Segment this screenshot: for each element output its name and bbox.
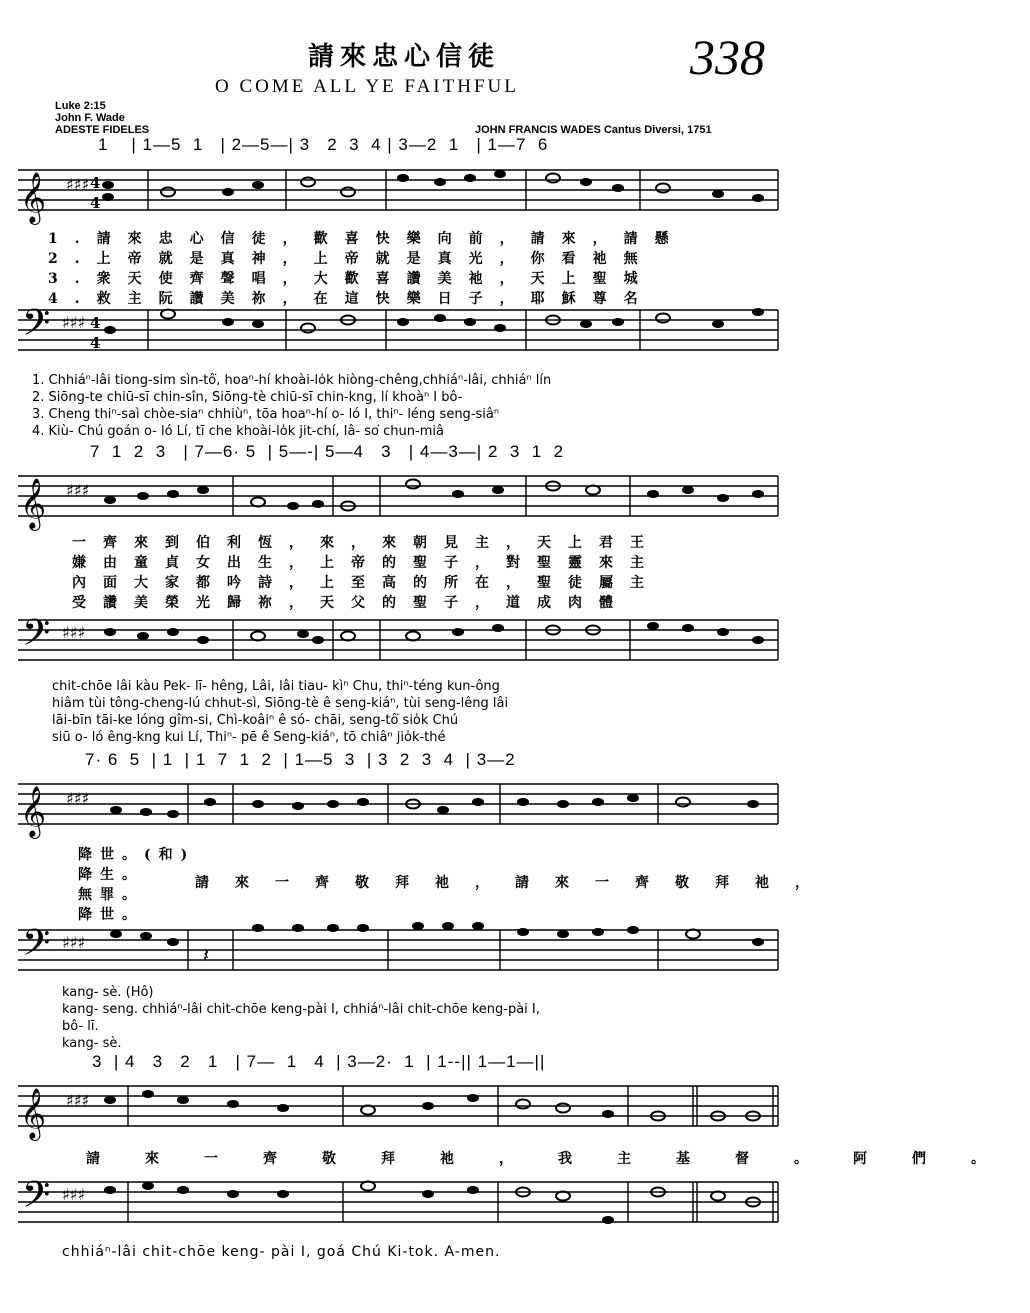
- chinese-refrain-1: 請來一齊敬拜祂，請來一齊敬拜祂，: [195, 875, 835, 891]
- lyric-verse-3: 3.衆天使齊聲唱，大歡喜讚美祂，天上聖城: [48, 271, 655, 287]
- credit-left: [55, 100, 149, 136]
- svg-text:♯♯♯: ♯♯♯: [66, 481, 90, 500]
- rom-verse-4: siū o- ló êng-kng kui Lí, Thiⁿ- pē ê Seng-kiáⁿ, tō chiâⁿ jio̍k-thé: [52, 730, 446, 745]
- lyric-verse-4: 降世。: [78, 907, 144, 923]
- bass-clef-icon: 𝄢: [22, 1174, 51, 1225]
- treble-clef-icon: 𝄞: [20, 172, 47, 223]
- svg-text:4: 4: [90, 334, 101, 352]
- treble-staff-2: [18, 466, 788, 529]
- credit-author: John F. Wade: [55, 112, 125, 124]
- rom-verse-4: 4. Kiù- Chú goán o- ló Lí, tī che khoài-lo̍k jit-chí, Iâ- so͘ chun-miâ: [32, 424, 444, 439]
- rom-verse-3: bô- lī.: [62, 1019, 99, 1034]
- treble-staff-4: [18, 1076, 788, 1139]
- credit-scripture: Luke 2:15: [55, 100, 106, 112]
- rom-verse-1: chit-chōe lâi kàu Pek- lī- hêng, Lâi, lâi tiau- kìⁿ Chu, thiⁿ-téng kun-ông: [52, 679, 500, 694]
- svg-text:♯♯♯: ♯♯♯: [66, 175, 90, 194]
- bass-clef-icon: 𝄢: [22, 612, 51, 663]
- bass-staff-4: [18, 1172, 788, 1232]
- chinese-lyrics-4: 請來一齊敬拜祂，我主基督。阿們。: [86, 1151, 1030, 1167]
- rom-verse-2: hiâm tùi tông-cheng-lú chhut-sì, Siōng-tè ê seng-kiáⁿ, tùi seng-lêng lâi: [52, 696, 509, 711]
- treble-clef-icon: 𝄞: [20, 478, 47, 529]
- svg-text:♯♯♯: ♯♯♯: [66, 1091, 90, 1110]
- lyric-verse-3: 無罪。: [78, 887, 144, 903]
- rom-verse-1: kang- sè. (Hô): [62, 985, 154, 1000]
- bass-staff-2: [18, 610, 788, 670]
- rom-verse-2: 2. Siōng-te chiū-sī chin-sîn, Siōng-tè chiū-sī chin-kng, lí khoàⁿ I bô-: [32, 390, 463, 405]
- numbered-notation-line-3: 7· 6 5 | 1 | 1 7 1 2 | 1—5 3 | 3 2 3 4 | 3—2: [85, 750, 516, 769]
- lyric-verse-4: 受讚美榮光歸祢，天父的聖子，道成肉體: [72, 595, 630, 611]
- romanized-lyrics-3: [62, 984, 540, 1052]
- treble-clef-icon: 𝄞: [20, 1088, 47, 1139]
- title-english: O COME ALL YE FAITHFUL: [215, 76, 519, 97]
- credit-tune: ADESTE FIDELES: [55, 124, 150, 136]
- rom-verse-4: kang- sè.: [62, 1036, 122, 1051]
- romanized-lyrics-4: chhiáⁿ-lâi chit-chōe keng- pài I, goá Chú Ki-tok. A-men.: [62, 1244, 501, 1260]
- svg-text:4: 4: [90, 314, 101, 332]
- title-chinese: 請來忠心信徒: [308, 42, 501, 72]
- romanized-lyrics-1: [32, 372, 551, 440]
- svg-text:♯♯♯: ♯♯♯: [62, 313, 86, 332]
- treble-clef-icon: 𝄞: [20, 786, 47, 837]
- lyric-verse-1: 一齊來到伯利恆，來，來朝見主，天上君王: [72, 535, 661, 551]
- treble-staff-1: [18, 160, 788, 223]
- lyric-verse-2: 2.上帝就是真神，上帝就是真光，你看祂無: [48, 251, 655, 267]
- numbered-notation-line-4: 3 | 4 3 2 1 | 7— 1 4 | 3—2· 1 | 1--|| 1—1—||: [92, 1052, 546, 1071]
- svg-text:4: 4: [90, 174, 101, 192]
- lyric-verse-1: 降世。(和): [78, 847, 196, 863]
- bass-staff-3: [18, 920, 788, 980]
- chinese-lyrics-1: [48, 228, 686, 308]
- treble-staff-3: [18, 774, 788, 837]
- svg-text:4: 4: [90, 194, 101, 212]
- romanized-lyrics-2: [52, 678, 508, 746]
- lyric-verse-2: 降生。: [78, 867, 144, 883]
- svg-text:𝄽: 𝄽: [203, 943, 210, 967]
- bass-clef-icon: 𝄢: [22, 302, 51, 353]
- svg-text:♯♯♯: ♯♯♯: [62, 623, 86, 642]
- credit-composer: JOHN FRANCIS WADES Cantus Diversi, 1751: [475, 124, 712, 136]
- numbered-notation-line-2: 7 1 2 3 | 7—6· 5 | 5—-| 5—4 3 | 4—3—| 2 3 1 2: [90, 442, 565, 461]
- numbered-notation-line-1: 1 | 1—5 1 | 2—5—| 3 2 3 4 | 3—2 1 | 1—7 6: [98, 135, 549, 154]
- rom-verse-3: lāi-bīn tāi-ke lóng gîm-si, Chì-koâiⁿ ê só- chāi, seng-tô͘ sio̍k Chú: [52, 713, 459, 728]
- chinese-lyrics-2: [72, 532, 661, 612]
- bass-clef-icon: 𝄢: [22, 922, 51, 973]
- bass-staff-1: [18, 300, 788, 360]
- lyric-verse-2: 嫌由童貞女出生，上帝的聖子，對聖靈來主: [72, 555, 661, 571]
- rom-verse-2: kang- seng. chhiáⁿ-lâi chit-chōe keng-pài I, chhiáⁿ-lâi chit-chōe keng-pài I,: [62, 1002, 540, 1017]
- lyric-verse-1: 1.請來忠心信徒，歡喜快樂向前，請來，請懸: [48, 231, 686, 247]
- hymn-number: 338: [690, 29, 765, 85]
- svg-text:♯♯♯: ♯♯♯: [62, 933, 86, 952]
- lyric-verse-4: 4.救主阮讚美祢，在這快樂日子，耶穌尊名: [48, 291, 655, 307]
- lyric-verse-3: 內面大家都吟詩，上至高的所在，聖徒屬主: [72, 575, 661, 591]
- chinese-lyrics-3-left: [78, 844, 195, 924]
- svg-text:♯♯♯: ♯♯♯: [66, 789, 90, 808]
- rom-verse-1: 1. Chhiáⁿ-lâi tiong-sim sìn-tô͘, hoaⁿ-hí khoài-lo̍k hiòng-chêng,chhiáⁿ-lâi, chhiáⁿ lín: [32, 373, 552, 388]
- rom-verse-3: 3. Cheng thiⁿ-saì chòe-siaⁿ chhiùⁿ, tōa hoaⁿ-hí o- ló I, thiⁿ- léng seng-siâⁿ: [32, 407, 500, 422]
- svg-text:♯♯♯: ♯♯♯: [62, 1185, 86, 1204]
